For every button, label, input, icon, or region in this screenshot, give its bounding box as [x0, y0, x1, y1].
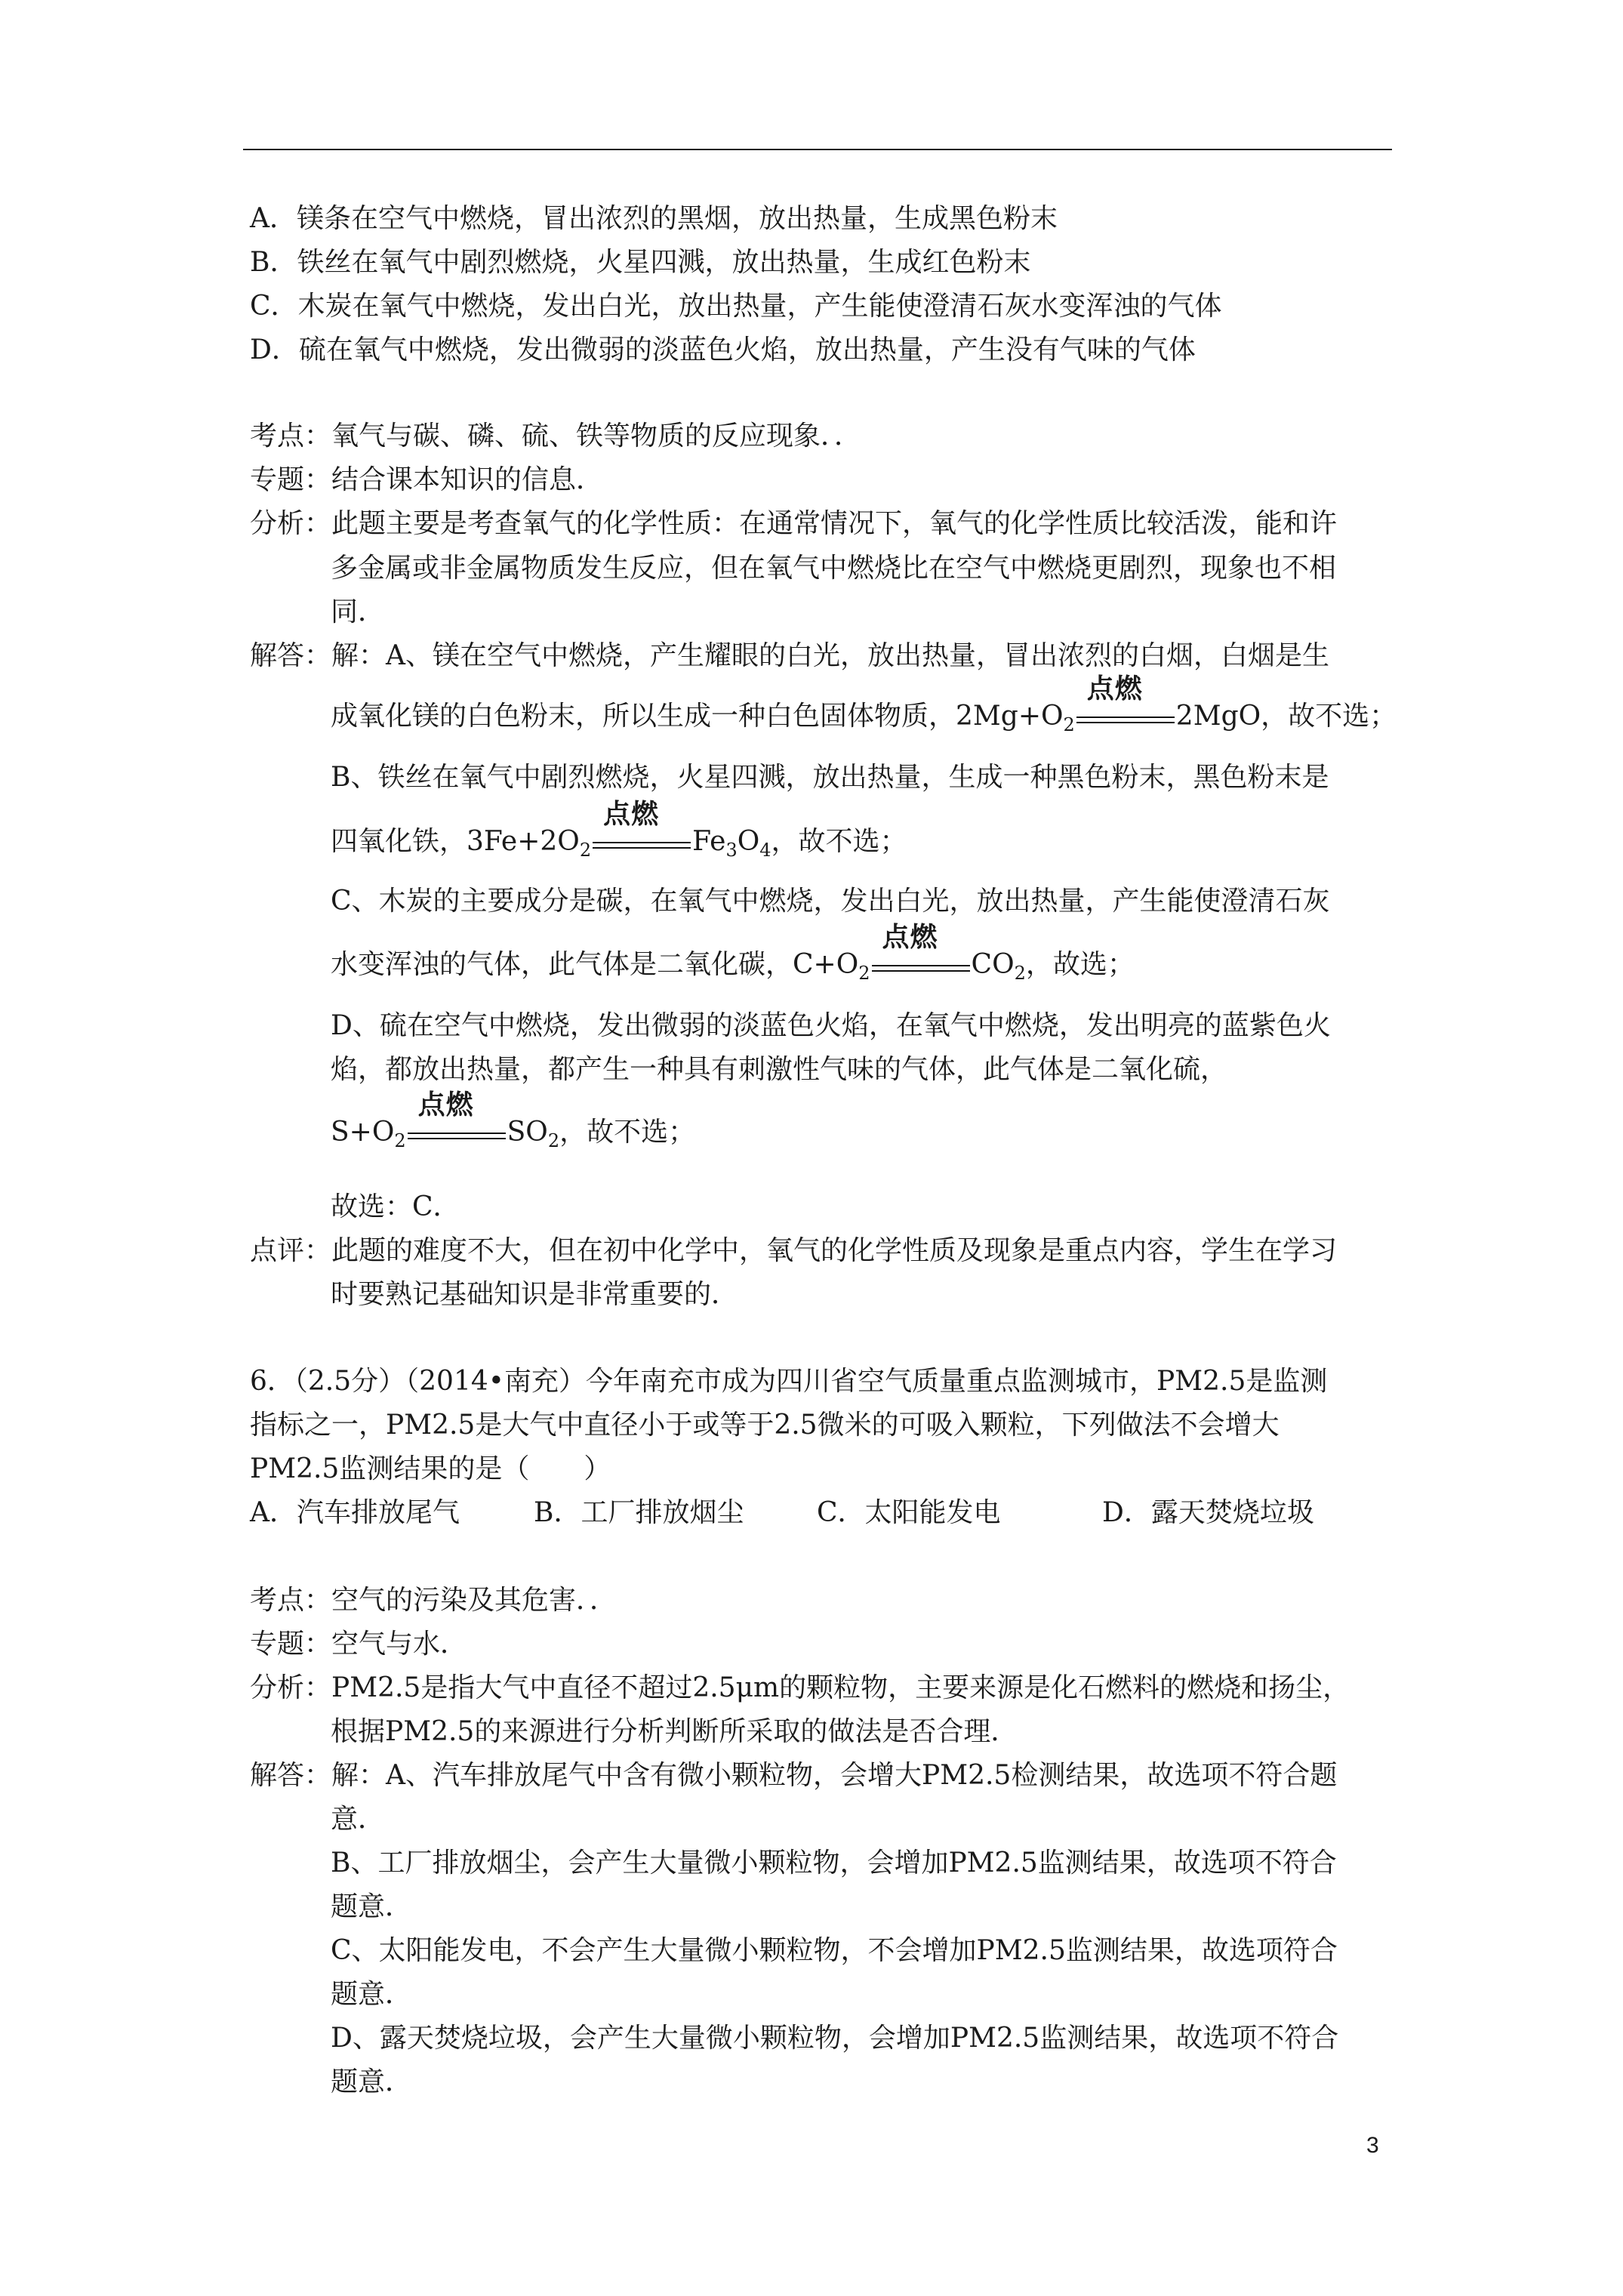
- q5-jieda-line2: [331, 673, 1397, 735]
- eq-products: CO: [971, 949, 1015, 980]
- q6-stem-line3: PM2.5监测结果的是（ ）: [250, 1453, 611, 1484]
- q6-option-b: B．工厂排放烟尘: [534, 1497, 744, 1528]
- condition-label: 点燃: [417, 1089, 474, 1120]
- reaction-condition: [408, 1089, 506, 1149]
- reaction-condition: [872, 922, 970, 982]
- q5-jieda-d-line1: D、硫在空气中燃烧，发出微弱的淡蓝色火焰，在氧气中燃烧，发出明亮的蓝紫色火: [331, 1010, 1331, 1041]
- q5-option-d: D．硫在氧气中燃烧，发出微弱的淡蓝色火焰，放出热量，产生没有气味的气体: [250, 334, 1196, 365]
- q5-option-b: B．铁丝在氧气中剧烈燃烧，火星四溅，放出热量，生成红色粉末: [250, 247, 1031, 278]
- q5-jieda-c-line1: C、木炭的主要成分是碳，在氧气中燃烧，发出白光，放出热量，产生能使澄清石灰: [331, 886, 1330, 917]
- eq-subscript: 2: [579, 840, 592, 861]
- eq-subscript: 3: [725, 840, 738, 861]
- eq-subscript: 4: [759, 840, 771, 861]
- q5-jieda-b-line2: [331, 799, 907, 861]
- q6-jieda-c-line2: 题意．: [331, 1979, 413, 2010]
- q5-option-a: A．镁条在空气中燃烧，冒出浓烈的黑烟，放出热量，生成黑色粉末: [250, 203, 1058, 234]
- q5-option-c: C．木炭在氧气中燃烧，发出白光，放出热量，产生能使澄清石灰水变浑浊的气体: [250, 291, 1222, 322]
- eq-tail: ，故不选；: [771, 826, 907, 857]
- q5-jieda-d-line2: 焰，都放出热量，都产生一种具有刺激性气味的气体，此气体是二氧化硫，: [331, 1054, 1228, 1085]
- q6-jieda-a-line1: 解答：解：A、汽车排放尾气中含有微小颗粒物，会增大PM2.5检测结果，故选项不符合题: [250, 1760, 1338, 1791]
- eq-subscript: 2: [547, 1130, 560, 1151]
- q6-kaodian: 考点：空气的污染及其危害．．: [250, 1585, 617, 1616]
- q5-dianping-line2: 时要熟记基础知识是非常重要的．: [331, 1279, 739, 1310]
- eq-reactants: 2Mg+O: [956, 701, 1064, 732]
- eq-products-cont: O: [737, 826, 760, 857]
- eq-reactants: 3Fe+2O: [467, 826, 580, 857]
- eq-tail: ，故不选；: [559, 1117, 696, 1148]
- q6-stem-line2: 指标之一，PM2.5是大气中直径小于或等于2.5微米的可吸入颗粒，下列做法不会增大: [250, 1410, 1280, 1441]
- reaction-condition: [593, 799, 691, 858]
- equation-mg: [956, 673, 1397, 735]
- q5-jieda-d-line3: [331, 1089, 696, 1151]
- condition-label: 点燃: [1086, 673, 1143, 704]
- q6-fenxi-line2: 根据PM2.5的来源进行分析判断所采取的做法是否合理．: [331, 1716, 1018, 1747]
- eq-products: 2MgO，故不选；: [1175, 701, 1397, 732]
- q5-jieda-b-text: 四氧化铁，: [331, 826, 467, 857]
- q5-fenxi-line3: 同．: [331, 596, 386, 627]
- equation-c: [793, 922, 1135, 984]
- reaction-condition: [1076, 673, 1175, 733]
- q5-jieda-c-text: 水变浑浊的气体，此气体是二氧化碳，: [331, 949, 793, 980]
- q5-dianping-line1: 点评：此题的难度不大，但在初中化学中，氧气的化学性质及现象是重点内容，学生在学习: [250, 1235, 1338, 1266]
- q5-jieda-c-line2: [331, 922, 1135, 984]
- q6-fenxi-line1: 分析：PM2.5是指大气中直径不超过2.5μm的颗粒物，主要来源是化石燃料的燃烧和扬尘，: [250, 1672, 1350, 1703]
- page-number: 3: [1366, 2133, 1379, 2158]
- eq-subscript: 2: [1014, 963, 1026, 984]
- eq-products: Fe: [692, 826, 726, 857]
- q6-jieda-d-line1: D、露天焚烧垃圾，会产生大量微小颗粒物，会增加PM2.5监测结果，故选项不符合: [331, 2023, 1339, 2054]
- eq-subscript: 2: [1063, 714, 1075, 735]
- eq-subscript: 2: [394, 1130, 406, 1151]
- q6-jieda-d-line2: 题意．: [331, 2066, 413, 2097]
- eq-reactants: C+O: [793, 949, 859, 980]
- q6-zhuanti: 专题：空气与水．: [250, 1629, 468, 1660]
- q5-answer: 故选：C．: [331, 1191, 460, 1222]
- header-rule: [243, 149, 1392, 150]
- eq-reactants: S+O: [331, 1117, 395, 1148]
- q5-jieda-b-line1: B、铁丝在氧气中剧烈燃烧，火星四溅，放出热量，生成一种黑色粉末，黑色粉末是: [331, 762, 1329, 793]
- q6-jieda-b-line2: 题意．: [331, 1891, 413, 1922]
- equation-s: [331, 1089, 696, 1151]
- eq-tail: ，故选；: [1025, 949, 1135, 980]
- condition-label: 点燃: [603, 799, 660, 830]
- q5-zhuanti: 专题：结合课本知识的信息．: [250, 464, 604, 495]
- q6-jieda-a-line2: 意．: [331, 1804, 386, 1835]
- q6-jieda-c-line1: C、太阳能发电，不会产生大量微小颗粒物，不会增加PM2.5监测结果，故选项符合: [331, 1935, 1338, 1966]
- equation-fe: [467, 799, 907, 861]
- q5-kaodian: 考点：氧气与碳、磷、硫、铁等物质的反应现象．．: [250, 421, 862, 451]
- eq-products: SO: [507, 1117, 548, 1148]
- q6-option-a: A．汽车排放尾气: [250, 1497, 460, 1528]
- q5-fenxi-line1: 分析：此题主要是考查氧气的化学性质：在通常情况下，氧气的化学性质比较活泼，能和许: [250, 508, 1338, 539]
- q5-jieda-text: 成氧化镁的白色粉末，所以生成一种白色固体物质，: [331, 701, 956, 732]
- eq-subscript: 2: [858, 963, 870, 984]
- q6-jieda-b-line1: B、工厂排放烟尘，会产生大量微小颗粒物，会增加PM2.5监测结果，故选项不符合: [331, 1848, 1337, 1878]
- q6-stem-line1: 6．（2.5分）（2014•南充）今年南充市成为四川省空气质量重点监测城市，PM2.5是监测: [250, 1366, 1328, 1397]
- q6-option-c: C．太阳能发电: [817, 1497, 1001, 1528]
- q6-option-d: D．露天焚烧垃圾: [1102, 1497, 1314, 1528]
- q5-fenxi-line2: 多金属或非金属物质发生反应，但在氧气中燃烧比在空气中燃烧更剧烈，现象也不相: [331, 553, 1337, 584]
- condition-label: 点燃: [882, 922, 938, 953]
- q5-jieda-line1: 解答：解：A、镁在空气中燃烧，产生耀眼的白光，放出热量，冒出浓烈的白烟，白烟是生: [250, 640, 1329, 671]
